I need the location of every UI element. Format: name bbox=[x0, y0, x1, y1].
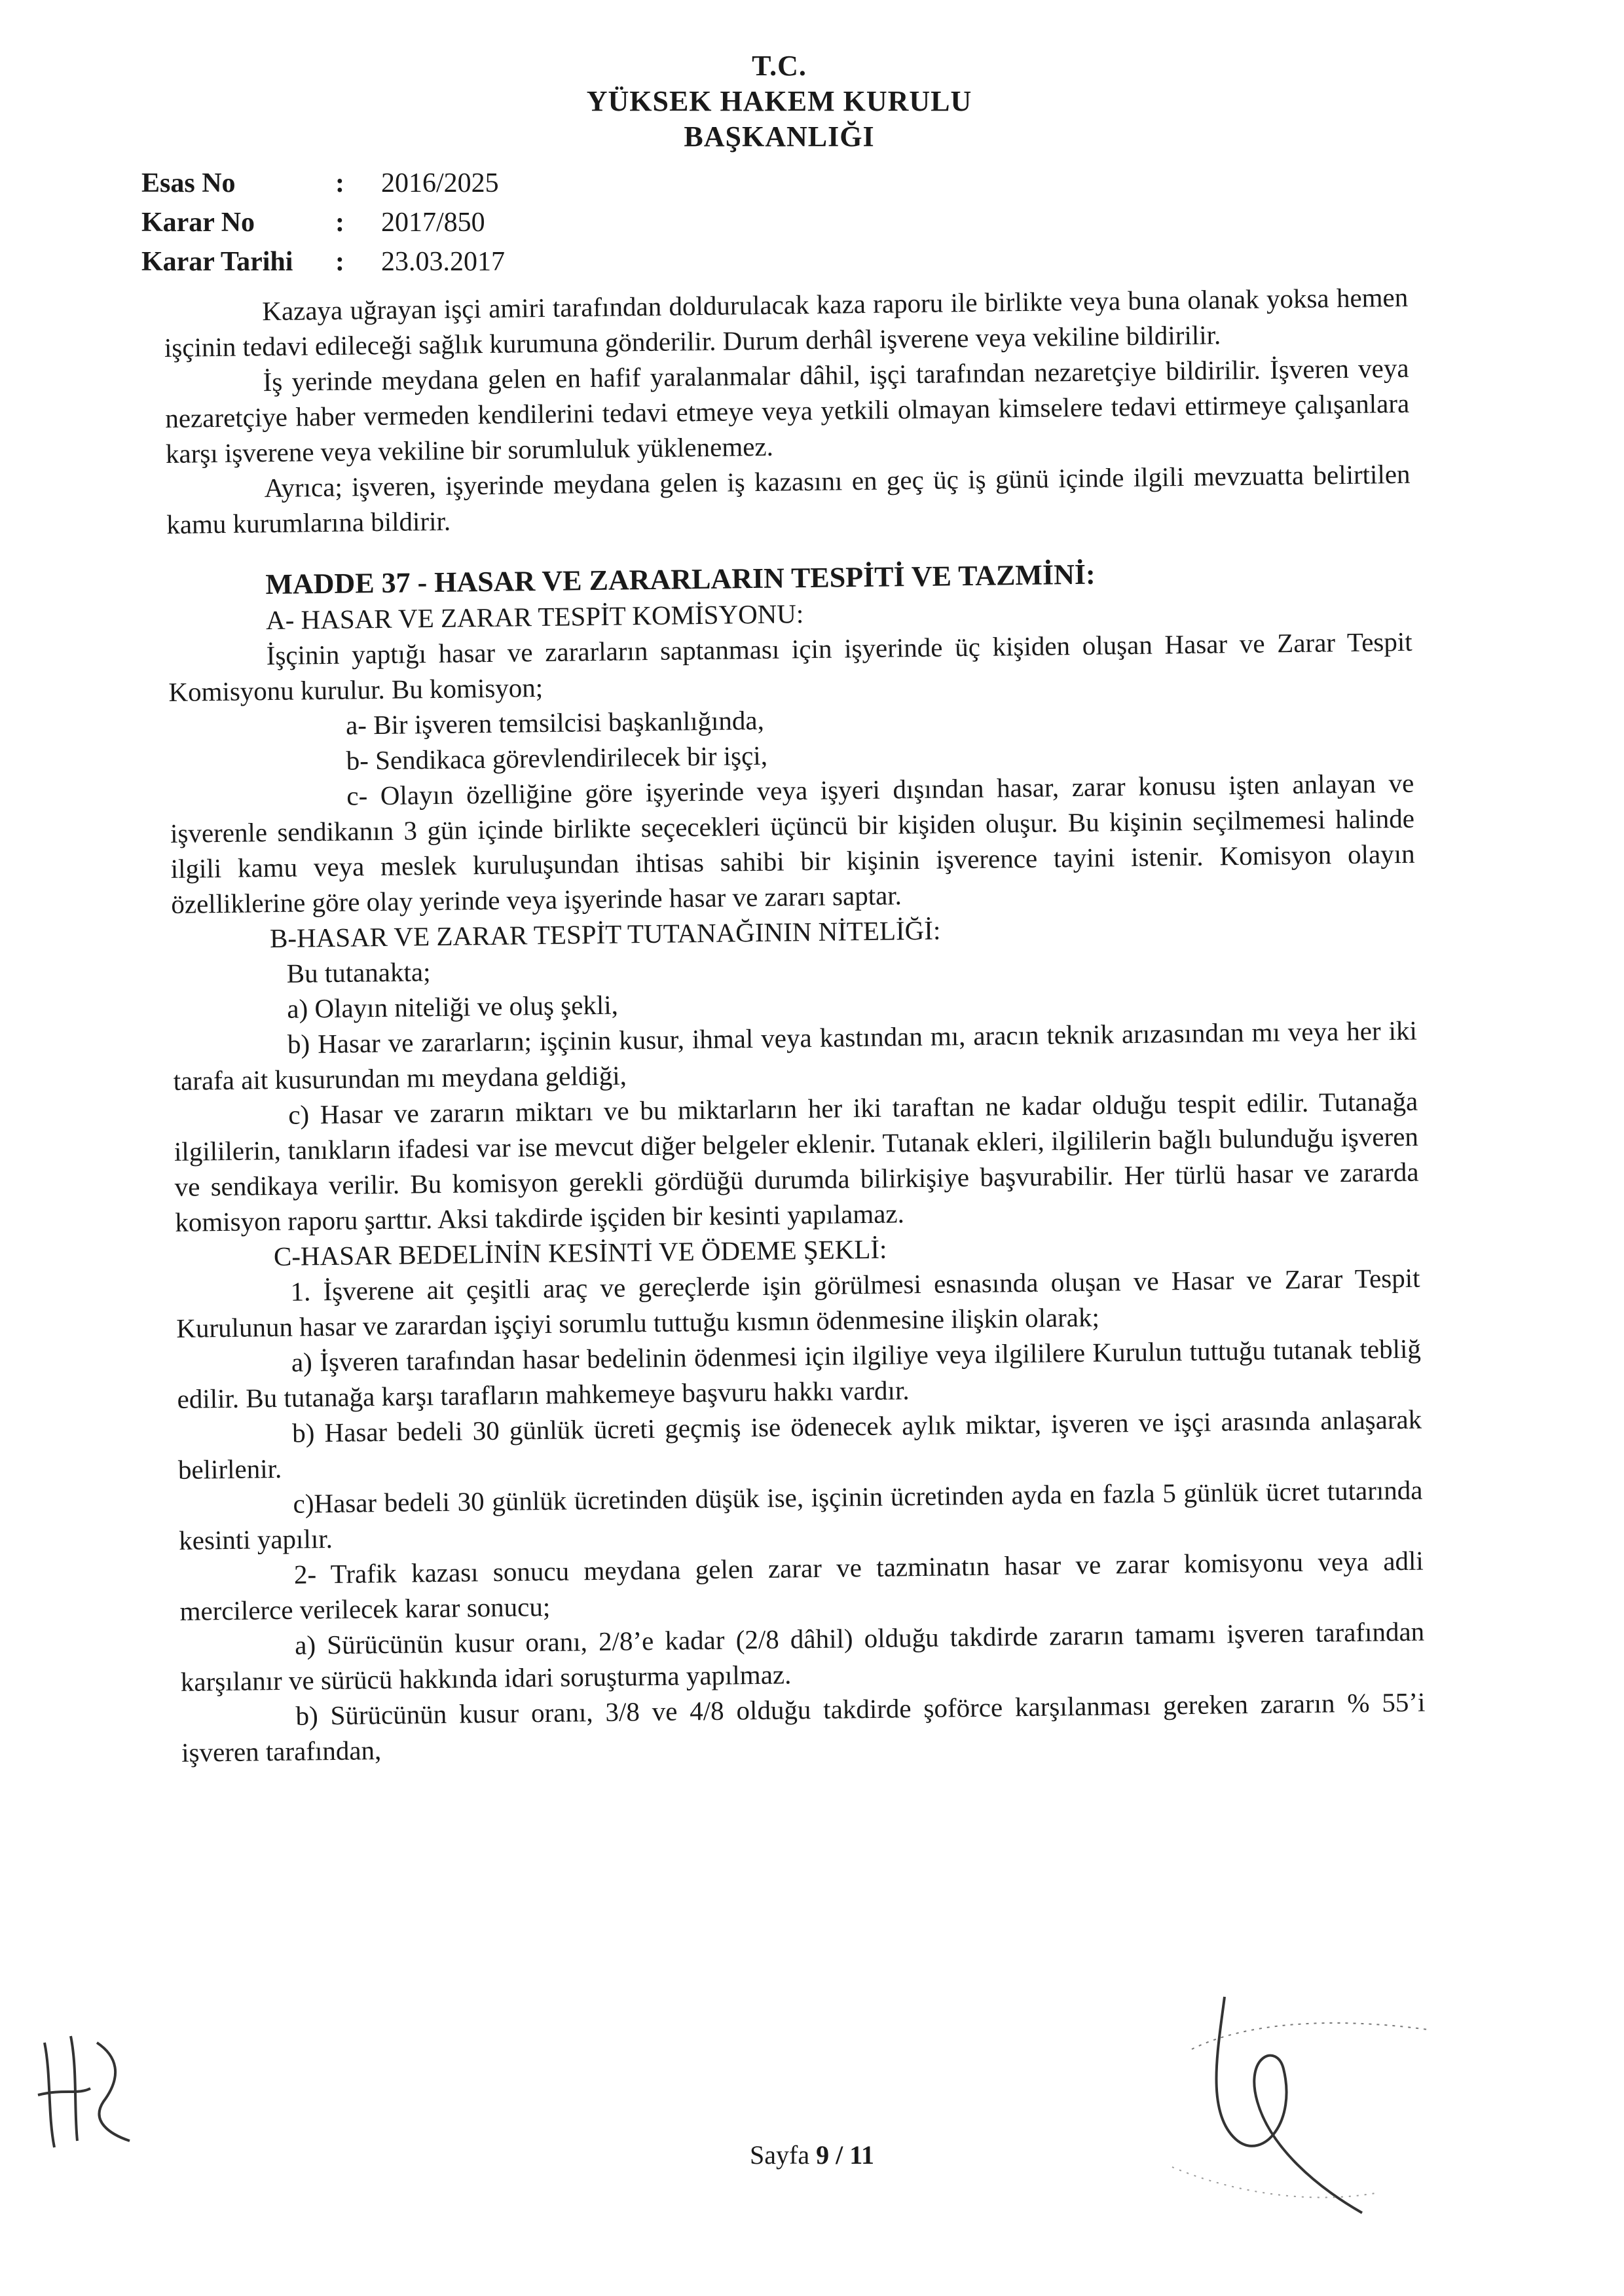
paragraph: Kazaya uğrayan işçi amiri tarafından doldurulacak kaza raporu ile birlikte veya buna olanak yoksa hemen işçinin tedavi edileceği sağlık kurumuna gönderilir. Durum derhâl işverene veya vekiline bildirilir. bbox=[164, 282, 1409, 363]
section-heading-b: B-HASAR VE ZARAR TESPİT TUTANAĞININ NİTELİĞİ: bbox=[269, 915, 941, 954]
list-item: c- Olayın özelliğine göre işyerinde veya işyeri dışından hasar, zarar konusu işten anlayan ve işverenle sendikanın 3 gün içinde birlikte seçecekleri üçüncü bir kişiden oluşur. Bu kişinin seçilmemesi halinde ilgili kamu veya meslek kuruluşundan ihtisas sahibi bir kişinin işverence tayini istenir. Komisyon olayın özelliklerine göre olay yerinde veya işyerinde hasar ve zararı saptar. bbox=[170, 767, 1415, 919]
list-item: b) Hasar ve zararların; işçinin kusur, ihmal veya kastından mı, aracın teknik arızasından mı veya her iki tarafa ait kusurundan mı meydana geldiği, bbox=[173, 1015, 1418, 1096]
header-institution: YÜKSEK HAKEM KURULU bbox=[586, 85, 972, 117]
list-item: b) Hasar bedeli 30 günlük ücreti geçmiş ise ödenecek aylık miktar, işveren ve işçi arasında anlaşarak belirlenir. bbox=[177, 1404, 1422, 1485]
document-header bbox=[0, 48, 1559, 155]
meta-value: 2017/850 bbox=[381, 208, 485, 238]
list-item: 1. İşverene ait çeşitli araç ve gereçlerde işin görülmesi esnasında oluşan ve Hasar ve Zarar Tespit Kurulunun hasar ve zarardan işçiyi sorumlu tuttuğu kısmın ödenmesine ilişkin olarak; bbox=[176, 1262, 1420, 1343]
handwritten-initials bbox=[25, 2016, 143, 2160]
list-item: b) Sürücünün kusur oranı, 3/8 ve 4/8 olduğu takdirde şoförce karşılanması gereken zararın % 55’i işveren tarafından, bbox=[181, 1686, 1426, 1768]
case-metadata bbox=[141, 164, 505, 282]
section-heading-a: A- HASAR VE ZARAR TESPİT KOMİSYONU: bbox=[265, 598, 804, 636]
paragraph: Ayrıca; işveren, işyerinde meydana gelen iş kazasını en geç üç iş günü içinde ilgili mevzuatta belirtilen kamu kurumlarına bildirir. bbox=[166, 458, 1411, 539]
list-item: c) Hasar ve zararın miktarı ve bu miktarların her iki taraftan ne kadar olduğu tespit edilir. Tutanağa ilgililerin, tanıkların ifadesi var ise mevcut diğer belgeler eklenir. Tutanak ekleri, ilgililerin bağlı bulunduğu işveren ve sendikaya verilir. Bu komisyon gerekli gördüğü durumda bilirkişiye başvurabilir. Her türlü hasar ve zararda komisyon raporu şarttır. Aksi takdirde işçiden bir kesinti yapılamaz. bbox=[174, 1085, 1419, 1237]
section-heading-c: C-HASAR BEDELİNİN KESİNTİ VE ÖDEME ŞEKLİ: bbox=[273, 1233, 887, 1272]
list-item: 2- Trafik kazası sonucu meydana gelen zarar ve tazminatın hasar ve zarar komisyonu veya adli mercilerce verilecek karar sonucu; bbox=[179, 1545, 1424, 1626]
list-item: b- Sendikaca görevlendirilecek bir işçi, bbox=[346, 740, 768, 776]
meta-key: Karar Tarihi bbox=[141, 247, 293, 277]
meta-row-esas bbox=[141, 164, 505, 203]
paragraph: İşçinin yaptığı hasar ve zararların saptanması için işyerinde üç kişiden oluşan Hasar ve Zarar Tespit Komisyonu kurulur. Bu komisyon; bbox=[168, 626, 1412, 707]
signature-stamp bbox=[1166, 1971, 1441, 2219]
page-prefix: Sayfa bbox=[750, 2140, 810, 2170]
paragraph: İş yerinde meydana gelen en hafif yaralanmalar dâhil, işçi tarafından nezaretçiye bildirilir. İşveren veya nezaretçiye haber vermeden kendilerini tedavi etmeye veya yetkili olmayan kimselere tedavi ettirmeye çalışanlara karşı işverene veya vekiline bir sorumluluk yüklenemez. bbox=[165, 352, 1410, 469]
page-total: 11 bbox=[849, 2140, 874, 2170]
header-country: T.C. bbox=[752, 50, 807, 82]
meta-colon: : bbox=[335, 168, 344, 198]
list-item: a) Olayın niteliği ve oluş şekli, bbox=[287, 989, 619, 1024]
list-item: a) Sürücünün kusur oranı, 2/8’e kadar (2/8 dâhil) olduğu takdirde zararın tamamı işveren tarafından karşılanır ve sürücü hakkında idari soruşturma yapılmaz. bbox=[180, 1616, 1425, 1697]
page-current: 9 bbox=[816, 2140, 830, 2170]
meta-colon: : bbox=[335, 208, 344, 238]
meta-row-tarih bbox=[141, 242, 505, 282]
header-department: BAŞKANLIĞI bbox=[684, 120, 875, 153]
list-item: c)Hasar bedeli 30 günlük ücretinden düşük ise, işçinin ücretinden ayda en fazla 5 günlük ücret tutarında kesinti yapılır. bbox=[178, 1474, 1423, 1556]
document-body bbox=[164, 280, 1426, 1770]
meta-key: Esas No bbox=[141, 168, 236, 198]
meta-colon: : bbox=[335, 247, 344, 277]
list-item: a) İşveren tarafından hasar bedelinin ödenmesi için ilgiliye veya ilgililere Kurulun tuttuğu tutanak tebliğ edilir. Bu tutanağa karşı tarafların mahkemeye başvuru hakkı vardır. bbox=[177, 1333, 1422, 1414]
page-separator: / bbox=[836, 2140, 843, 2170]
page-footer bbox=[0, 2140, 1624, 2170]
meta-key: Karar No bbox=[141, 208, 255, 238]
list-item: a- Bir işveren temsilcisi başkanlığında, bbox=[345, 704, 765, 740]
meta-row-karar bbox=[141, 203, 505, 242]
paragraph: Bu tutanakta; bbox=[286, 957, 431, 989]
meta-value: 23.03.2017 bbox=[381, 247, 505, 277]
article-heading: MADDE 37 - HASAR VE ZARARLARIN TESPİTİ VE TAZMİNİ: bbox=[265, 558, 1096, 601]
meta-value: 2016/2025 bbox=[381, 168, 499, 198]
